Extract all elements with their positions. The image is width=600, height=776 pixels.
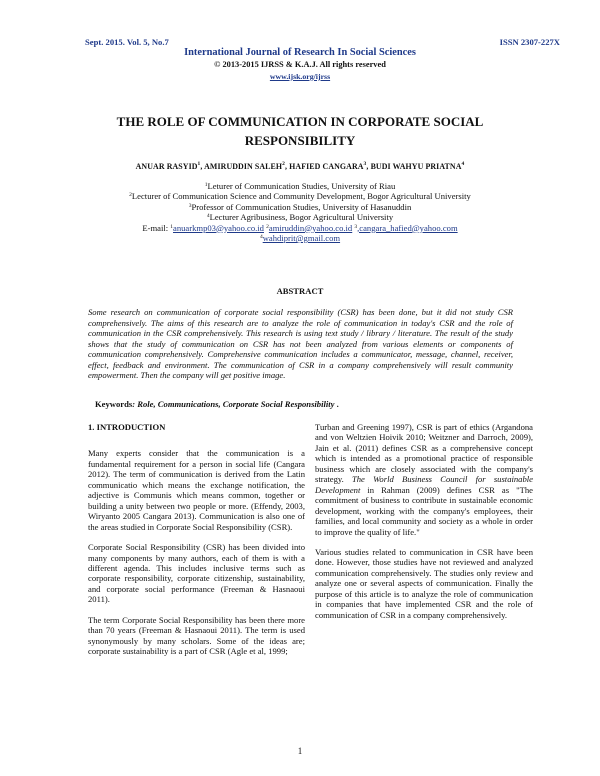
keywords-text: : Role, Communications, Corporate Social Responsibility <box>132 399 335 409</box>
journal-issue: Sept. 2015. Vol. 5, No.7 <box>85 37 169 47</box>
paragraph: Corporate Social Responsibility (CSR) has been divided into many components by many authors, each of them is with a different agenda. This includes inclusive terms such as corporate responsibility, corporate citizenship, sustainability, and corporate social performance (Freeman & Hasnaoui 2011). <box>88 542 305 605</box>
copyright-line: © 2013-2015 IJRSS & K.A.J. All rights reserved <box>214 60 386 69</box>
author-name: ANUAR RASYID <box>135 162 198 171</box>
paper-title: THE ROLE OF COMMUNICATION IN CORPORATE SOCIAL RESPONSIBILITY <box>116 114 484 148</box>
author-name: BUDI WAHYU PRIATNA <box>370 162 462 171</box>
page-number: 1 <box>297 746 303 756</box>
abstract-text: Some research on communication of corporate social responsibility (CSR) has been done, but it did not study CSR comprehensively. The aims of this research are to analyze the role of communication in today's CSR and the role of communication in the CSR comprehensively. This research is using text study / library / literature. The result of the study shows that the study of communication on CSR has not been analyzed from various elements or components of communication comprehensively. Comprehensive communication includes a communicator, message, channel, receiver, effect, feedback and environment. The communication of CSR in a company comprehensively will result community empowerment. Then the company will get positive image. <box>88 307 513 381</box>
paragraph: Turban and Greening 1997), CSR is part of ethics (Argandona and von Weltzien Hoivik 2010; Weitzner and Darroch, 2009), Jain et al. (2011) defines CSR as a comprehensive concept which is intended as a promotional practice of responsible business which are closely associated with the company's strategy. The World Business Council for sustainable Development in Rahman (2009) defines CSR as "The commitment of business to contribute in sustainable economic development, working with the company's employees, their families, and local community and society as a whole in order to improve the quality of life." <box>315 422 533 537</box>
email-line: $^4$wahdiprit@gmail.com <box>259 233 341 244</box>
keywords-label: Keywords <box>95 399 133 409</box>
author-name: HAFIED CANGARA <box>289 162 364 171</box>
paragraph: The term Corporate Social Responsibility has been there more than 70 years (Freeman & Hasnaoui 2011). The term is used synonymously by many scholars. Some of the ideas are; corporate sustainability is a part of CSR (Agle et al, 1999; <box>88 614 305 657</box>
section-heading: 1. INTRODUCTION <box>88 422 166 432</box>
affiliation: $^2$Lecturer of Communication Science and Community Development, Bogor Agricultural University <box>129 191 471 202</box>
paragraph: Various studies related to communication in CSR have been done. However, those studies have not reviewed and analyzed communication comprehensively. The studies only review and analyze one or several aspects of communication. Finally the purpose of this article is to analyze the role of communication in companies that have implemented CSR and the role of communication of CSR in a company comprehensively. <box>315 546 533 620</box>
affiliation: $^3$Professor of Communication Studies, University of Hasanuddin <box>188 201 412 212</box>
affiliation: $^4$Lecturer Agribusiness, Bogor Agricultural University <box>206 212 394 223</box>
left-column <box>88 422 305 667</box>
journal-website-link[interactable]: www.ijsk.org/ijrss <box>269 72 331 81</box>
keywords: Keywords: Role, Communications, Corporate Social Responsibility . <box>95 399 339 409</box>
email-link[interactable]: wahdiprit@gmail.com <box>262 233 341 244</box>
email-link[interactable]: ,cangara_hafied@yahoo.com <box>357 222 458 233</box>
journal-name: International Journal of Research In Social Sciences <box>184 47 416 58</box>
author-name: AMIRUDDIN SALEH <box>204 162 283 171</box>
journal-issn: ISSN 2307-227X <box>499 37 560 47</box>
right-column <box>315 422 533 630</box>
email-link[interactable]: anuarkmp03@yahoo.co.id <box>173 222 264 233</box>
author-list: ANUAR RASYID$^1$, AMIRUDDIN SALEH$^2$, HAFIED CANGARA$^3$, BUDI WAHYU PRIATNA$^4$ <box>135 161 465 171</box>
affiliation: $^1$Leturer of Communication Studies, University of Riau <box>204 181 396 191</box>
abstract-heading: ABSTRACT <box>276 286 324 296</box>
paragraph: Many experts consider that the communication is a fundamental requirement for a person in social life (Cangara 2012). The term of communication is derived from the Latin communicatio which means the exchange notification, the adjective is Communis which means common, together or building a unity between two people or more. (Effendy, 2003, Wiryanto 2005 Cangara 2013). Communication is also one of the areas studied in Corporate Social Responsibility (CSR). <box>88 448 305 532</box>
affiliations <box>40 181 560 243</box>
email-line: E-mail: $^1$anuarkmp03@yahoo.co.id $^2$amiruddin@yahoo.co.id $^3$,cangara_hafied@yahoo.com <box>142 222 458 233</box>
email-link[interactable]: amiruddin@yahoo.co.id <box>268 222 353 233</box>
